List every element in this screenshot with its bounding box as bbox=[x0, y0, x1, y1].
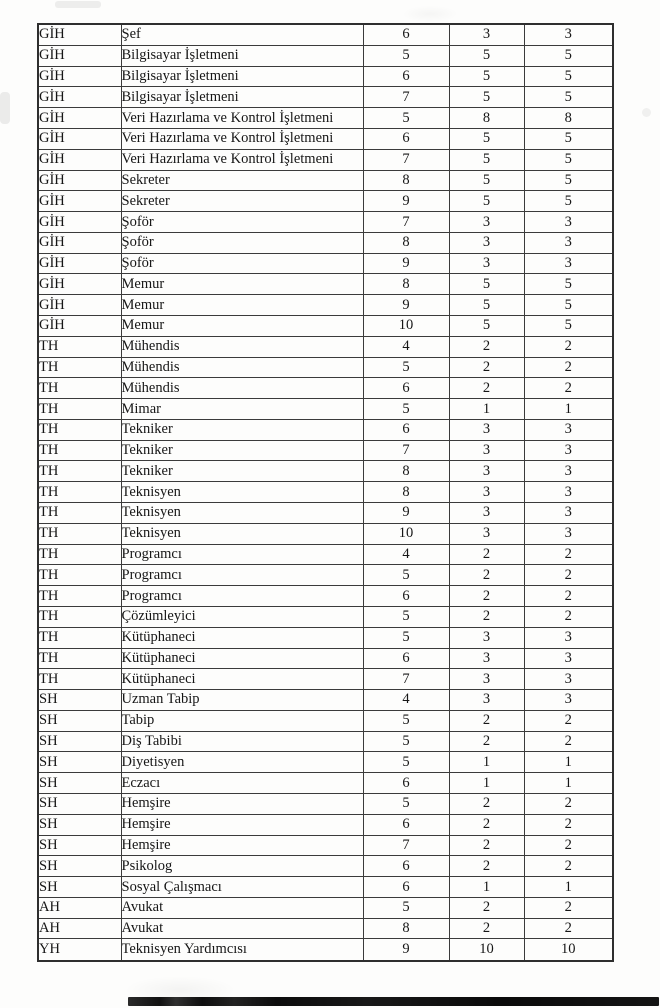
cell-degree: 6 bbox=[363, 66, 449, 87]
table-row bbox=[38, 108, 613, 129]
cell-degree: 6 bbox=[363, 378, 449, 399]
cell-count-a: 2 bbox=[449, 814, 524, 835]
cell-count-b: 2 bbox=[524, 835, 613, 856]
cell-count-a: 3 bbox=[449, 232, 524, 253]
cell-count-b: 5 bbox=[524, 66, 613, 87]
cell-class-code: TH bbox=[38, 606, 121, 627]
cell-count-a: 5 bbox=[449, 316, 524, 337]
table-row bbox=[38, 253, 613, 274]
cell-class-code: GİH bbox=[38, 253, 121, 274]
table-row bbox=[38, 170, 613, 191]
cell-degree: 5 bbox=[363, 357, 449, 378]
cell-count-b: 2 bbox=[524, 565, 613, 586]
table-row bbox=[38, 336, 613, 357]
cell-count-b: 5 bbox=[524, 274, 613, 295]
table-row bbox=[38, 419, 613, 440]
cell-class-code: TH bbox=[38, 648, 121, 669]
scan-smudge-left bbox=[0, 92, 10, 124]
table-row bbox=[38, 295, 613, 316]
cell-count-a: 2 bbox=[449, 710, 524, 731]
cell-count-a: 3 bbox=[449, 440, 524, 461]
cell-class-code: TH bbox=[38, 544, 121, 565]
cell-count-a: 5 bbox=[449, 170, 524, 191]
cell-class-code: TH bbox=[38, 523, 121, 544]
cell-class-code: TH bbox=[38, 503, 121, 524]
cell-count-a: 2 bbox=[449, 565, 524, 586]
cell-degree: 5 bbox=[363, 627, 449, 648]
cell-degree: 7 bbox=[363, 669, 449, 690]
table-row bbox=[38, 648, 613, 669]
cell-job-title: Teknisyen Yardımcısı bbox=[121, 939, 363, 961]
cell-degree: 6 bbox=[363, 648, 449, 669]
cell-count-b: 8 bbox=[524, 108, 613, 129]
cell-job-title: Kütüphaneci bbox=[121, 648, 363, 669]
scan-smudge-right bbox=[642, 108, 651, 117]
cell-count-a: 1 bbox=[449, 773, 524, 794]
cell-job-title: Mühendis bbox=[121, 357, 363, 378]
cell-degree: 4 bbox=[363, 336, 449, 357]
cell-job-title: Bilgisayar İşletmeni bbox=[121, 66, 363, 87]
cell-degree: 8 bbox=[363, 170, 449, 191]
cell-class-code: GİH bbox=[38, 108, 121, 129]
table-row bbox=[38, 45, 613, 66]
cell-degree: 6 bbox=[363, 419, 449, 440]
cell-job-title: Tekniker bbox=[121, 419, 363, 440]
table-row bbox=[38, 128, 613, 149]
cell-class-code: TH bbox=[38, 357, 121, 378]
cell-count-b: 5 bbox=[524, 149, 613, 170]
cell-job-title: Programcı bbox=[121, 586, 363, 607]
table-row bbox=[38, 627, 613, 648]
cell-count-a: 3 bbox=[449, 253, 524, 274]
cell-count-a: 2 bbox=[449, 918, 524, 939]
cell-degree: 5 bbox=[363, 731, 449, 752]
table-row bbox=[38, 814, 613, 835]
cell-degree: 5 bbox=[363, 752, 449, 773]
cell-class-code: GİH bbox=[38, 232, 121, 253]
cell-class-code: TH bbox=[38, 378, 121, 399]
cell-job-title: Mimar bbox=[121, 399, 363, 420]
scan-artifact-black-bar bbox=[128, 997, 659, 1006]
cell-degree: 5 bbox=[363, 108, 449, 129]
cell-count-b: 3 bbox=[524, 24, 613, 45]
cell-class-code: AH bbox=[38, 897, 121, 918]
cell-count-a: 3 bbox=[449, 648, 524, 669]
cell-count-b: 3 bbox=[524, 503, 613, 524]
cell-count-b: 1 bbox=[524, 877, 613, 898]
cell-count-b: 3 bbox=[524, 482, 613, 503]
table-row bbox=[38, 939, 613, 961]
cell-job-title: Uzman Tabip bbox=[121, 690, 363, 711]
table-row bbox=[38, 544, 613, 565]
cell-count-b: 10 bbox=[524, 939, 613, 961]
cell-count-a: 1 bbox=[449, 399, 524, 420]
cell-count-b: 3 bbox=[524, 523, 613, 544]
cell-class-code: GİH bbox=[38, 24, 121, 45]
cell-job-title: Mühendis bbox=[121, 378, 363, 399]
cell-job-title: Avukat bbox=[121, 897, 363, 918]
cell-class-code: GİH bbox=[38, 128, 121, 149]
cell-count-b: 3 bbox=[524, 440, 613, 461]
cell-count-b: 1 bbox=[524, 752, 613, 773]
cell-count-b: 3 bbox=[524, 232, 613, 253]
cell-count-a: 2 bbox=[449, 793, 524, 814]
cell-job-title: Şoför bbox=[121, 232, 363, 253]
cell-count-a: 5 bbox=[449, 66, 524, 87]
cell-count-a: 8 bbox=[449, 108, 524, 129]
cell-job-title: Kütüphaneci bbox=[121, 669, 363, 690]
cell-class-code: SH bbox=[38, 773, 121, 794]
cell-job-title: Memur bbox=[121, 316, 363, 337]
cell-class-code: TH bbox=[38, 419, 121, 440]
cell-count-b: 3 bbox=[524, 669, 613, 690]
table-row bbox=[38, 669, 613, 690]
cell-class-code: SH bbox=[38, 835, 121, 856]
cell-count-a: 1 bbox=[449, 877, 524, 898]
cell-class-code: TH bbox=[38, 399, 121, 420]
cell-count-a: 5 bbox=[449, 274, 524, 295]
cell-class-code: SH bbox=[38, 752, 121, 773]
cell-class-code: SH bbox=[38, 710, 121, 731]
cell-degree: 7 bbox=[363, 835, 449, 856]
table-row bbox=[38, 316, 613, 337]
cell-job-title: Şoför bbox=[121, 212, 363, 233]
cell-degree: 8 bbox=[363, 482, 449, 503]
cell-job-title: Bilgisayar İşletmeni bbox=[121, 45, 363, 66]
cell-count-a: 5 bbox=[449, 295, 524, 316]
table-row bbox=[38, 66, 613, 87]
cell-job-title: Sosyal Çalışmacı bbox=[121, 877, 363, 898]
table-row bbox=[38, 586, 613, 607]
table-row bbox=[38, 690, 613, 711]
cell-degree: 9 bbox=[363, 503, 449, 524]
cell-count-b: 3 bbox=[524, 690, 613, 711]
cell-class-code: SH bbox=[38, 814, 121, 835]
cell-degree: 9 bbox=[363, 295, 449, 316]
cell-degree: 8 bbox=[363, 232, 449, 253]
table-row bbox=[38, 773, 613, 794]
cell-count-a: 3 bbox=[449, 482, 524, 503]
cell-count-a: 5 bbox=[449, 128, 524, 149]
cell-count-a: 2 bbox=[449, 835, 524, 856]
cell-job-title: Mühendis bbox=[121, 336, 363, 357]
cell-degree: 6 bbox=[363, 877, 449, 898]
table-row bbox=[38, 835, 613, 856]
cell-count-a: 3 bbox=[449, 503, 524, 524]
cell-job-title: Veri Hazırlama ve Kontrol İşletmeni bbox=[121, 108, 363, 129]
table-row bbox=[38, 793, 613, 814]
table-row bbox=[38, 752, 613, 773]
table-row bbox=[38, 710, 613, 731]
table-row bbox=[38, 731, 613, 752]
cell-class-code: TH bbox=[38, 586, 121, 607]
cell-count-b: 5 bbox=[524, 295, 613, 316]
cell-count-b: 2 bbox=[524, 378, 613, 399]
cell-class-code: TH bbox=[38, 336, 121, 357]
cell-count-b: 2 bbox=[524, 856, 613, 877]
cell-job-title: Kütüphaneci bbox=[121, 627, 363, 648]
cell-degree: 5 bbox=[363, 793, 449, 814]
cell-class-code: TH bbox=[38, 627, 121, 648]
cell-class-code: SH bbox=[38, 877, 121, 898]
table-row bbox=[38, 357, 613, 378]
cell-job-title: Diş Tabibi bbox=[121, 731, 363, 752]
cell-degree: 6 bbox=[363, 856, 449, 877]
table-row bbox=[38, 440, 613, 461]
cell-count-a: 5 bbox=[449, 45, 524, 66]
cell-job-title: Diyetisyen bbox=[121, 752, 363, 773]
cell-count-a: 5 bbox=[449, 191, 524, 212]
cell-count-b: 2 bbox=[524, 710, 613, 731]
table-row bbox=[38, 399, 613, 420]
cell-count-b: 5 bbox=[524, 87, 613, 108]
cell-degree: 6 bbox=[363, 814, 449, 835]
cell-class-code: TH bbox=[38, 461, 121, 482]
cell-count-a: 3 bbox=[449, 419, 524, 440]
cell-job-title: Hemşire bbox=[121, 835, 363, 856]
table-row bbox=[38, 378, 613, 399]
cell-count-b: 5 bbox=[524, 191, 613, 212]
cell-class-code: SH bbox=[38, 793, 121, 814]
cell-count-b: 3 bbox=[524, 627, 613, 648]
cell-job-title: Hemşire bbox=[121, 793, 363, 814]
cell-job-title: Psikolog bbox=[121, 856, 363, 877]
scan-smudge-top bbox=[55, 1, 101, 8]
cell-degree: 8 bbox=[363, 274, 449, 295]
cell-class-code: TH bbox=[38, 669, 121, 690]
cell-degree: 6 bbox=[363, 586, 449, 607]
cell-job-title: Eczacı bbox=[121, 773, 363, 794]
cell-degree: 6 bbox=[363, 24, 449, 45]
cell-count-b: 2 bbox=[524, 814, 613, 835]
cell-class-code: GİH bbox=[38, 212, 121, 233]
cell-job-title: Tekniker bbox=[121, 440, 363, 461]
cell-job-title: Teknisyen bbox=[121, 503, 363, 524]
cell-count-b: 2 bbox=[524, 544, 613, 565]
cell-count-a: 2 bbox=[449, 336, 524, 357]
cell-degree: 5 bbox=[363, 606, 449, 627]
table-row bbox=[38, 24, 613, 45]
cell-count-a: 3 bbox=[449, 627, 524, 648]
cell-count-b: 2 bbox=[524, 918, 613, 939]
cell-class-code: GİH bbox=[38, 66, 121, 87]
cell-class-code: SH bbox=[38, 690, 121, 711]
cell-class-code: GİH bbox=[38, 295, 121, 316]
cell-count-a: 2 bbox=[449, 378, 524, 399]
cell-degree: 10 bbox=[363, 523, 449, 544]
cell-count-a: 3 bbox=[449, 669, 524, 690]
cell-class-code: YH bbox=[38, 939, 121, 961]
cell-job-title: Sekreter bbox=[121, 170, 363, 191]
cell-count-a: 3 bbox=[449, 461, 524, 482]
table-row bbox=[38, 523, 613, 544]
cell-count-b: 2 bbox=[524, 336, 613, 357]
cell-count-a: 5 bbox=[449, 149, 524, 170]
cell-count-b: 1 bbox=[524, 399, 613, 420]
table-row bbox=[38, 856, 613, 877]
cell-degree: 5 bbox=[363, 399, 449, 420]
cell-count-a: 2 bbox=[449, 897, 524, 918]
cell-count-b: 3 bbox=[524, 253, 613, 274]
cell-class-code: GİH bbox=[38, 45, 121, 66]
table-row bbox=[38, 191, 613, 212]
cell-job-title: Programcı bbox=[121, 544, 363, 565]
cell-class-code: GİH bbox=[38, 274, 121, 295]
table-row bbox=[38, 897, 613, 918]
table-row bbox=[38, 212, 613, 233]
cell-count-b: 5 bbox=[524, 170, 613, 191]
cell-degree: 5 bbox=[363, 45, 449, 66]
cell-degree: 6 bbox=[363, 773, 449, 794]
cell-job-title: Sekreter bbox=[121, 191, 363, 212]
cell-count-b: 5 bbox=[524, 128, 613, 149]
cell-job-title: Tekniker bbox=[121, 461, 363, 482]
cell-count-a: 2 bbox=[449, 544, 524, 565]
cell-class-code: GİH bbox=[38, 316, 121, 337]
cell-count-b: 2 bbox=[524, 357, 613, 378]
table-row bbox=[38, 918, 613, 939]
cell-degree: 10 bbox=[363, 316, 449, 337]
cell-degree: 7 bbox=[363, 440, 449, 461]
staff-positions-table bbox=[37, 23, 614, 962]
cell-count-a: 3 bbox=[449, 24, 524, 45]
table-row bbox=[38, 149, 613, 170]
table-row bbox=[38, 877, 613, 898]
cell-count-b: 3 bbox=[524, 648, 613, 669]
cell-count-b: 5 bbox=[524, 45, 613, 66]
cell-degree: 9 bbox=[363, 191, 449, 212]
cell-degree: 9 bbox=[363, 939, 449, 961]
cell-degree: 5 bbox=[363, 710, 449, 731]
cell-count-b: 2 bbox=[524, 606, 613, 627]
cell-job-title: Teknisyen bbox=[121, 523, 363, 544]
cell-class-code: TH bbox=[38, 482, 121, 503]
cell-class-code: AH bbox=[38, 918, 121, 939]
cell-job-title: Tabip bbox=[121, 710, 363, 731]
cell-job-title: Veri Hazırlama ve Kontrol İşletmeni bbox=[121, 128, 363, 149]
cell-job-title: Hemşire bbox=[121, 814, 363, 835]
cell-count-a: 2 bbox=[449, 586, 524, 607]
cell-degree: 8 bbox=[363, 461, 449, 482]
cell-class-code: TH bbox=[38, 440, 121, 461]
cell-degree: 5 bbox=[363, 897, 449, 918]
cell-count-a: 5 bbox=[449, 87, 524, 108]
cell-degree: 7 bbox=[363, 212, 449, 233]
cell-job-title: Programcı bbox=[121, 565, 363, 586]
cell-count-b: 3 bbox=[524, 461, 613, 482]
cell-count-b: 2 bbox=[524, 731, 613, 752]
cell-count-b: 1 bbox=[524, 773, 613, 794]
table-row bbox=[38, 461, 613, 482]
cell-job-title: Veri Hazırlama ve Kontrol İşletmeni bbox=[121, 149, 363, 170]
cell-count-a: 2 bbox=[449, 357, 524, 378]
cell-class-code: SH bbox=[38, 731, 121, 752]
table-row bbox=[38, 503, 613, 524]
cell-class-code: GİH bbox=[38, 149, 121, 170]
cell-class-code: TH bbox=[38, 565, 121, 586]
cell-degree: 8 bbox=[363, 918, 449, 939]
cell-class-code: GİH bbox=[38, 191, 121, 212]
cell-degree: 4 bbox=[363, 544, 449, 565]
table-row bbox=[38, 606, 613, 627]
cell-degree: 5 bbox=[363, 565, 449, 586]
cell-degree: 6 bbox=[363, 128, 449, 149]
cell-job-title: Şoför bbox=[121, 253, 363, 274]
cell-count-a: 2 bbox=[449, 856, 524, 877]
cell-job-title: Memur bbox=[121, 295, 363, 316]
cell-degree: 7 bbox=[363, 149, 449, 170]
cell-degree: 7 bbox=[363, 87, 449, 108]
cell-count-b: 2 bbox=[524, 793, 613, 814]
cell-class-code: GİH bbox=[38, 170, 121, 191]
cell-job-title: Teknisyen bbox=[121, 482, 363, 503]
table-row bbox=[38, 87, 613, 108]
cell-class-code: SH bbox=[38, 856, 121, 877]
cell-job-title: Bilgisayar İşletmeni bbox=[121, 87, 363, 108]
cell-count-a: 3 bbox=[449, 212, 524, 233]
cell-count-a: 10 bbox=[449, 939, 524, 961]
table-row bbox=[38, 482, 613, 503]
cell-count-b: 3 bbox=[524, 212, 613, 233]
cell-count-b: 2 bbox=[524, 586, 613, 607]
cell-count-a: 3 bbox=[449, 690, 524, 711]
cell-count-b: 5 bbox=[524, 316, 613, 337]
cell-count-a: 3 bbox=[449, 523, 524, 544]
table-row bbox=[38, 232, 613, 253]
cell-count-a: 1 bbox=[449, 752, 524, 773]
cell-job-title: Avukat bbox=[121, 918, 363, 939]
cell-count-a: 2 bbox=[449, 731, 524, 752]
cell-count-b: 3 bbox=[524, 419, 613, 440]
cell-job-title: Çözümleyici bbox=[121, 606, 363, 627]
cell-count-b: 2 bbox=[524, 897, 613, 918]
cell-degree: 4 bbox=[363, 690, 449, 711]
table-row bbox=[38, 274, 613, 295]
cell-class-code: GİH bbox=[38, 87, 121, 108]
table-body bbox=[38, 24, 613, 961]
cell-job-title: Memur bbox=[121, 274, 363, 295]
cell-count-a: 2 bbox=[449, 606, 524, 627]
cell-job-title: Şef bbox=[121, 24, 363, 45]
table-row bbox=[38, 565, 613, 586]
cell-degree: 9 bbox=[363, 253, 449, 274]
